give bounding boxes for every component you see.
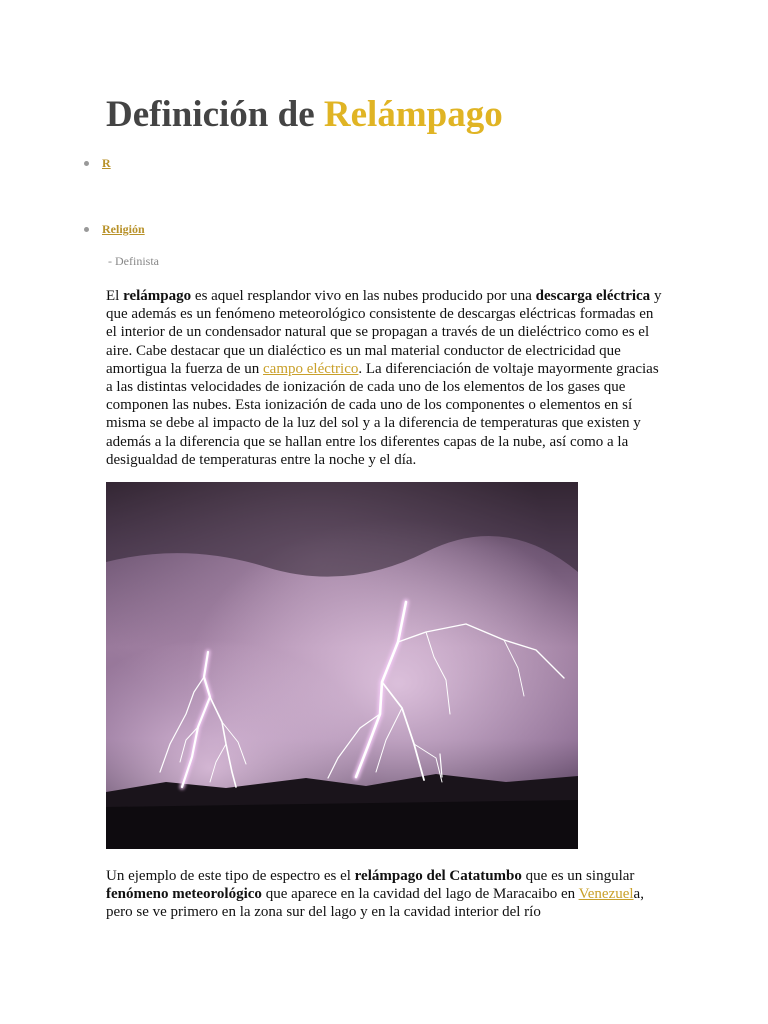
- paragraph-definition: [106, 287, 666, 469]
- title-prefix: Definición de: [106, 94, 324, 135]
- paragraph-example: [106, 867, 666, 922]
- paragraph-text: El: [106, 288, 124, 304]
- bullet-dot-icon: [84, 227, 89, 232]
- bullet-dot-icon: [84, 161, 89, 166]
- bold-term: relámpago: [123, 288, 192, 304]
- category-link-religion[interactable]: Religión: [102, 222, 145, 236]
- bold-term: relámpago del Catatumbo: [354, 868, 522, 884]
- source-credit: - Definista: [108, 254, 159, 268]
- category-link-r[interactable]: R: [102, 156, 111, 170]
- link-campo-electrico[interactable]: campo eléctrico: [263, 360, 359, 377]
- paragraph-text: . La diferenciación de voltaje mayormente gracias a las distintas velocidades de ionización de cada uno de los elementos de los gases que componen las nubes. Esta ionización de cada uno de los componentes o elementos en sí misma se debe al impacto de la luz del sol y a la diferencia de temperaturas que existen y además a la diferencia que se hallan entre los diferentes capas de la nube, así como a la desigualdad de temperaturas entre la noche y el día.: [106, 360, 659, 468]
- link-venezuela[interactable]: Venezuel: [578, 886, 634, 903]
- bold-term: fenómeno meteorológico: [106, 886, 262, 903]
- bold-term: descarga eléctrica: [535, 288, 651, 304]
- paragraph-text: y que además es un fenómeno meteorológico consistente de descargas eléctricas formadas en el interior de un condensador natural que se propagan a través de un dieléctrico como es el aire. Cabe destacar que un dialéctico es un mal material conductor de electricidad que amortigua la fuerza de un: [106, 288, 662, 377]
- paragraph-text: es aquel resplandor vivo en las nubes producido por una: [191, 288, 536, 304]
- paragraph-text: que es un singular: [521, 868, 635, 884]
- paragraph-text: Un ejemplo de este tipo de espectro es el: [106, 868, 355, 884]
- paragraph-text: a, pero se ve primero en la zona sur del lago y en la cavidad interior del río: [106, 886, 644, 921]
- title-accent: Relámpago: [323, 94, 503, 135]
- list-item: [84, 155, 111, 171]
- paragraph-text: que aparece en la cavidad del lago de Maracaibo en: [261, 886, 579, 903]
- list-item: [84, 221, 145, 237]
- page-title: [106, 92, 503, 138]
- lightning-photo: [106, 482, 578, 849]
